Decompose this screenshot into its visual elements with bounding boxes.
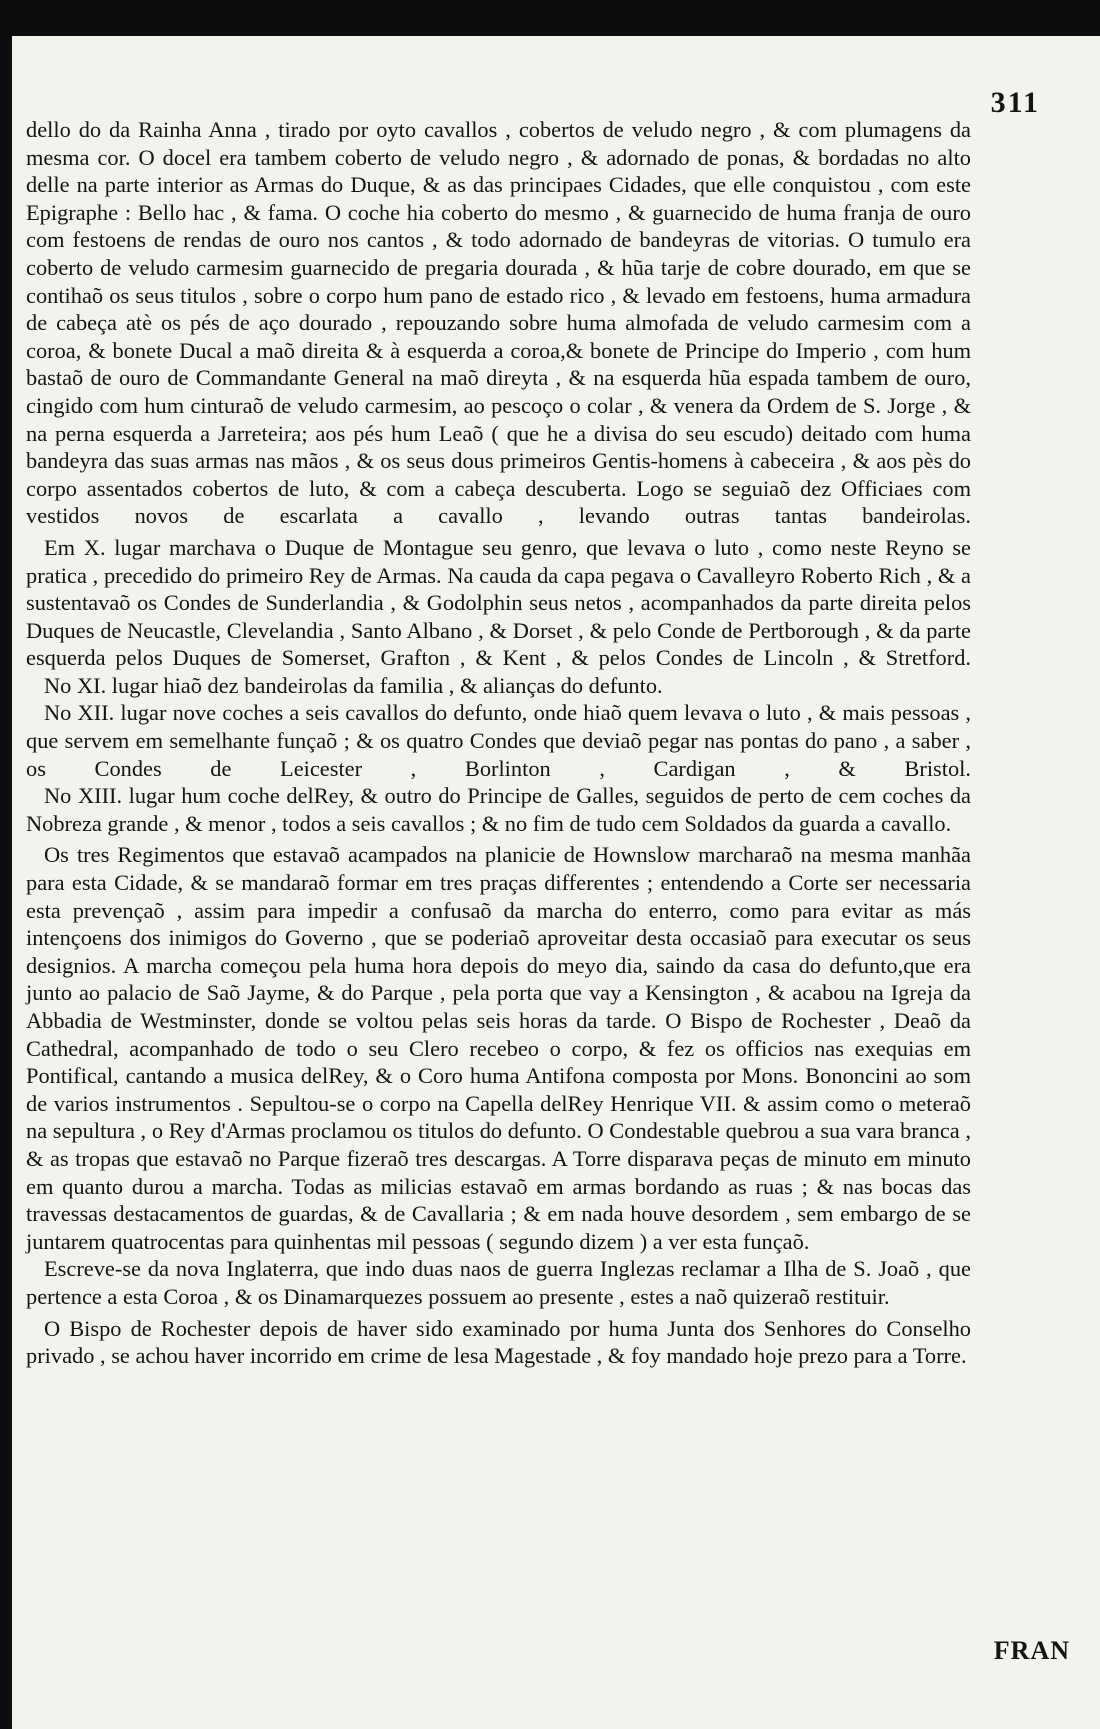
paragraph-bishop-rochester: O Bispo de Rochester depois de haver sido examinado por huma Junta dos Senhores do Conselho privado , se achou haver incorrido em crime de lesa Magestade , & foy mandado hoje prezo para a Torre. bbox=[26, 1315, 971, 1369]
paragraph-eleventh-place: No XI. lugar hiaõ dez bandeirolas da familia , & alianças do defunto. bbox=[44, 672, 663, 698]
paragraph-tenth-place: Em X. lugar marchava o Duque de Montague seu genro, que levava o luto , como neste Reyno se pratica , precedido do primeiro Rey de Armas. Na cauda da capa pegava o Cavalleyro Roberto Rich , & a sustentavaõ os Condes de Sunderlandia , & Godolphin seus netos , acompanhados da parte direita pelos Duques de Neucastle, Clevelandia , Santo Albano , & Dorset , & pelo Conde de Pertborough , & da parte esquerda pelos Duques de Somerset, Grafton , & Kent , & pelos Condes de Lincoln , & Stretford. bbox=[26, 534, 971, 671]
paragraph-new-england: Escreve-se da nova Inglaterra, que indo duas naos de guerra Inglezas reclamar a Ilha de S. Joaõ , que pertence a esta Coroa , & os Dinamarquezes possuem ao presente , estes a naõ quizeraõ restituir. bbox=[26, 1256, 971, 1309]
paragraph-regiments: Os tres Regimentos que estavaõ acampados na planicie de Hownslow marcharaõ na mesma manhãa para esta Cidade, & se mandaraõ formar em tres praças differentes ; entendendo a Corte ser necessaria esta prevençaõ , assim para impedir a confusaõ da marcha do enterro, como para evitar as más intençoens dos inimigos do Governo , que se poderiaõ aproveitar desta occasiaõ para executar os seus designios. A marcha começou pela huma hora depois do meyo dia, saindo da casa do defunto,que era junto ao palacio de Saõ Jayme, & do Parque , pela porta que vay a Kensington , & acabou na Igreja da Abbadia de Westminster, donde se voltou pelas seis horas da tarde. O Bispo de Rochester , Deaõ da Cathedral, acompanhado de todo o seu Clero recebeo o corpo, & fez os officios nas exequias em Pontifical, cantando a musica delRey, & o Coro huma Antifona composta por Mons. Bononcini ao som de varios instrumentos . Sepultou-se o corpo na Capella delRey Henrique VII. & assim como o meteraõ na sepultura , o Rey d'Armas proclamou os titulos do defunto. O Condestable quebrou a sua vara branca , & as tropas que estavaõ no Parque fizeraõ tres descargas. A Torre disparava peças de minuto em minuto em quanto durou a marcha. Todas as milicias estavaõ em armas bordando as ruas ; & nas bocas das travessas destacamentos de guardas, & de Cavallaria ; & em nada houve desordem , sem embargo de se juntarem quatrocentas para quinhentas mil pessoas ( segundo dizem ) a ver esta funçaõ. bbox=[26, 842, 971, 1254]
page-number: 311 bbox=[990, 86, 1040, 119]
printed-page bbox=[12, 36, 1100, 1729]
paragraph-funeral-procession: dello do da Rainha Anna , tirado por oyto cavallos , cobertos de veludo negro , & com plumagens da mesma cor. O docel era tambem coberto de veludo negro , & adornado de ponas, & bordadas no alto delle na parte interior as Armas do Duque, & as das principaes Cidades, que elle conquistou , com este Epigraphe : Bello hac , & fama. O coche hia coberto do mesmo , & guarnecido de huma franja de ouro com festoens de rendas de ouro nos cantos , & todo adornado de bandeyras de vitorias. O tumulo era coberto de veludo carmesim guarnecido de pregaria dourada , & hũa tarje de cobre dourado, em que se contihaõ os seus titulos , sobre o corpo hum pano de estado rico , & levado em festoens, huma armadura de cabeça atè os pés de aço dourado , repouzando sobre huma almofada de veludo carmesim com a coroa, & bonete Ducal a maõ direita & à esquerda a coroa,& bonete de Principe do Imperio , com hum bastaõ de ouro de Commandante General na maõ direyta , & na esquerda hũa espada tambem de ouro, cingido com hum cinturaõ de veludo carmesim, ao pescoço o colar , & venera da Ordem de S. Jorge , & na perna esquerda a Jarreteira; aos pés hum Leaõ ( que he a divisa do seu escudo) deitado com huma bandeyra das suas armas nas mãos , & os seus dous primeiros Gentis-homens à cabeceira , & aos pès do corpo assentados cobertos de luto, & com a cabeça descuberta. Logo se seguiaõ dez Officiaes com vestidos novos de escarlata a cavallo , levando outras tantas bandeirolas. bbox=[26, 117, 971, 529]
paragraph-twelfth-place: No XII. lugar nove coches a seis cavallos do defunto, onde hiaõ quem levava o luto , & mais pessoas , que servem em semelhante funçaõ ; & os quatro Condes que deviaõ pegar nas pontas do pano , a saber , os Condes de Leicester , Borlinton , Cardigan , & Bristol. bbox=[26, 700, 971, 781]
catchword: FRAN bbox=[993, 1636, 1070, 1665]
body-text bbox=[26, 116, 971, 1370]
paragraph-thirteenth-place: No XIII. lugar hum coche delRey, & outro do Principe de Galles, seguidos de perto de cem coches da Nobreza grande , & menor , todos a seis cavallos ; & no fim de tudo cem Soldados da guarda a cavallo. bbox=[26, 783, 971, 836]
